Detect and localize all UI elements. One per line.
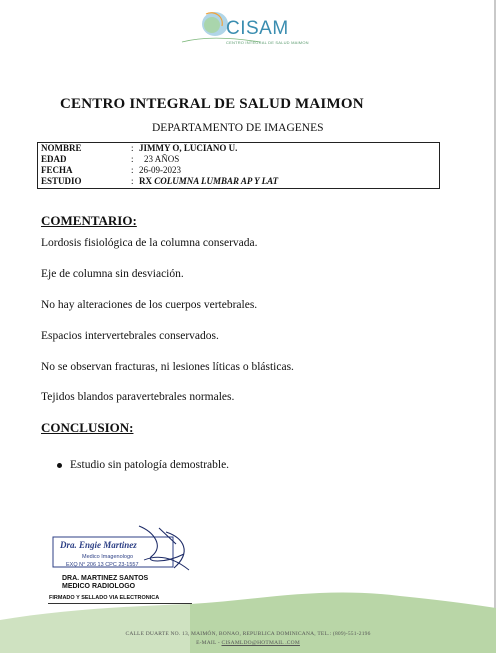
doctor-name: DRA. MARTINEZ SANTOS: [62, 575, 149, 582]
conclusion-heading: CONCLUSION:: [41, 420, 134, 435]
finding-line: Tejidos blandos paravertebrales normales.: [41, 391, 235, 403]
stamp-registry-text: EXQ N° 206 13 CPC 23-1557: [66, 562, 139, 568]
info-label: NOMBRE: [41, 143, 82, 153]
signature-stamp: [44, 524, 196, 580]
department-title: DEPARTAMENTO DE IMAGENES: [152, 122, 324, 134]
info-separator: :: [131, 143, 134, 153]
info-label: FECHA: [41, 165, 73, 175]
study-name: COLUMNA LUMBAR AP Y LAT: [154, 176, 279, 186]
info-value: 26-09-2023: [139, 165, 181, 175]
finding-line: Lordosis fisiológica de la columna conservada.: [41, 237, 258, 249]
clinic-title: CENTRO INTEGRAL DE SALUD MAIMON: [60, 96, 364, 112]
info-separator: :: [131, 165, 134, 175]
info-value: 23 AÑOS: [144, 154, 180, 164]
finding-line: No se observan fracturas, ni lesiones líticas o blásticas.: [41, 361, 294, 373]
doctor-role: MEDICO RADIOLOGO: [62, 583, 136, 590]
stamp-role-text: Medico Imagenologo: [82, 554, 134, 560]
finding-line: Espacios intervertebrales conservados.: [41, 330, 219, 342]
logo-subtitle: CENTRO INTEGRAL DE SALUD MAIMON: [226, 40, 309, 45]
info-separator: :: [131, 176, 134, 186]
comentario-heading: COMENTARIO:: [41, 213, 137, 228]
footer-email-link[interactable]: CISAMLDO@HOTMAIL .COM: [221, 640, 300, 646]
signature-note: FIRMADO Y SELLADO VIA ELECTRONICA: [49, 595, 160, 601]
info-separator: :: [131, 154, 134, 164]
info-value: [139, 176, 278, 187]
footer-email-label: E-MAIL -: [196, 640, 222, 646]
finding-line: No hay alteraciones de los cuerpos vertebrales.: [41, 299, 258, 311]
stamp-name-text: Dra. Engie Martinez: [60, 540, 137, 550]
study-prefix: RX: [139, 176, 152, 186]
logo-wordmark: CISAM: [226, 18, 289, 39]
info-label: ESTUDIO: [41, 176, 82, 186]
bullet-icon: [57, 463, 62, 468]
footer-email: [0, 640, 496, 646]
info-value: JIMMY O, LUCIANO U.: [139, 143, 238, 153]
patient-info-box: [37, 142, 440, 189]
footer-address: CALLE DUARTE NO. 13, MAIMÓN, BONAO, REPUBLICA DOMINICANA, TEL.: (809)-551-2196: [125, 631, 371, 637]
finding-line: Eje de columna sin desviación.: [41, 268, 184, 280]
conclusion-item: Estudio sin patología demostrable.: [70, 459, 230, 471]
info-label: EDAD: [41, 154, 67, 164]
